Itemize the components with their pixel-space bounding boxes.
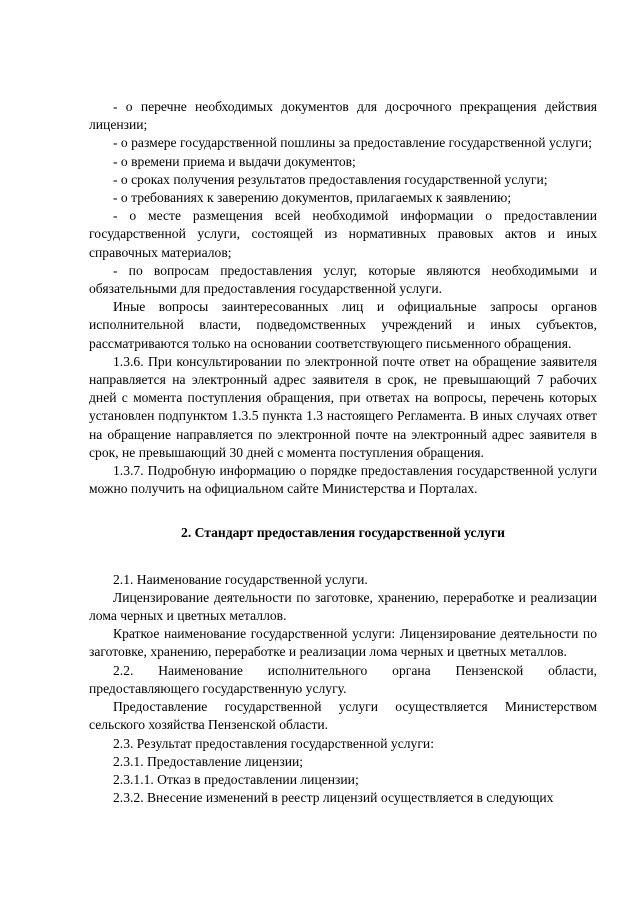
paragraph: - о сроках получения результатов предоставления государственной услуги; (113, 171, 548, 187)
paragraph: Иные вопросы заинтересованных лиц и официальные запросы органов исполнительной власти, подведомственных учреждений и иных субъектов, рассматриваются только на основании соответствующего письменного обращения. (89, 299, 597, 351)
paragraph: 2.1. Наименование государственной услуги. (113, 571, 368, 587)
paragraph: 1.3.6. При консультировании по электронной почте ответ на обращение заявителя направляется на электронный адрес заявителя в срок, не превышающий 7 рабочих дней с момента поступления обращения, при ответах на вопросы, перечень которых установлен подпунктом 1.3.5 пункта 1.3 настоящего Регламента. В иных случаях ответ на обращение направляется по электронной почте на электронный адрес заявителя в срок, не превышающий 30 дней с момента поступления обращения. (89, 353, 597, 460)
paragraph: Предоставление государственной услуги осуществляется Министерством сельского хозяйства Пензенской области. (89, 699, 597, 733)
paragraph: - о месте размещения всей необходимой информации о предоставлении государственной услуги, состоящей из нормативных правовых актов и иных справочных материалов; (89, 208, 597, 260)
paragraph: - о размере государственной пошлины за предоставление государственной услуги; (113, 135, 592, 151)
section-heading: 2. Стандарт предоставления государственной услуги (181, 525, 505, 541)
paragraph: - о требованиях к заверению документов, прилагаемых к заявлению; (113, 190, 512, 206)
paragraph: 1.3.7. Подробную информацию о порядке предоставления государственной услуги можно получить на официальном сайте Министерства и Порталах. (89, 463, 597, 497)
paragraph: 2.3.1.1. Отказ в предоставлении лицензии; (113, 771, 359, 787)
paragraph: - о времени приема и выдачи документов; (113, 153, 356, 169)
document-page (89, 98, 597, 807)
paragraph: 2.3.2. Внесение изменений в реестр лицензий осуществляется в следующих (113, 790, 554, 806)
paragraph: - о перечне необходимых документов для досрочного прекращения действия лицензии; (89, 99, 597, 133)
paragraph: Краткое наименование государственной услуги: Лицензирование деятельности по заготовке, хранению, переработке и реализации лома черных и цветных металлов. (89, 626, 597, 660)
paragraph: 2.3.1. Предоставление лицензии; (113, 753, 304, 769)
paragraph: 2.2. Наименование исполнительного органа Пензенской области, предоставляющего государственную услугу. (89, 662, 597, 696)
paragraph: 2.3. Результат предоставления государственной услуги: (113, 735, 434, 751)
paragraph: Лицензирование деятельности по заготовке, хранению, переработке и реализации лома черных и цветных металлов. (89, 589, 597, 624)
paragraph: - по вопросам предоставления услуг, которые являются необходимыми и обязательными для предоставления государственной услуги. (89, 262, 597, 297)
